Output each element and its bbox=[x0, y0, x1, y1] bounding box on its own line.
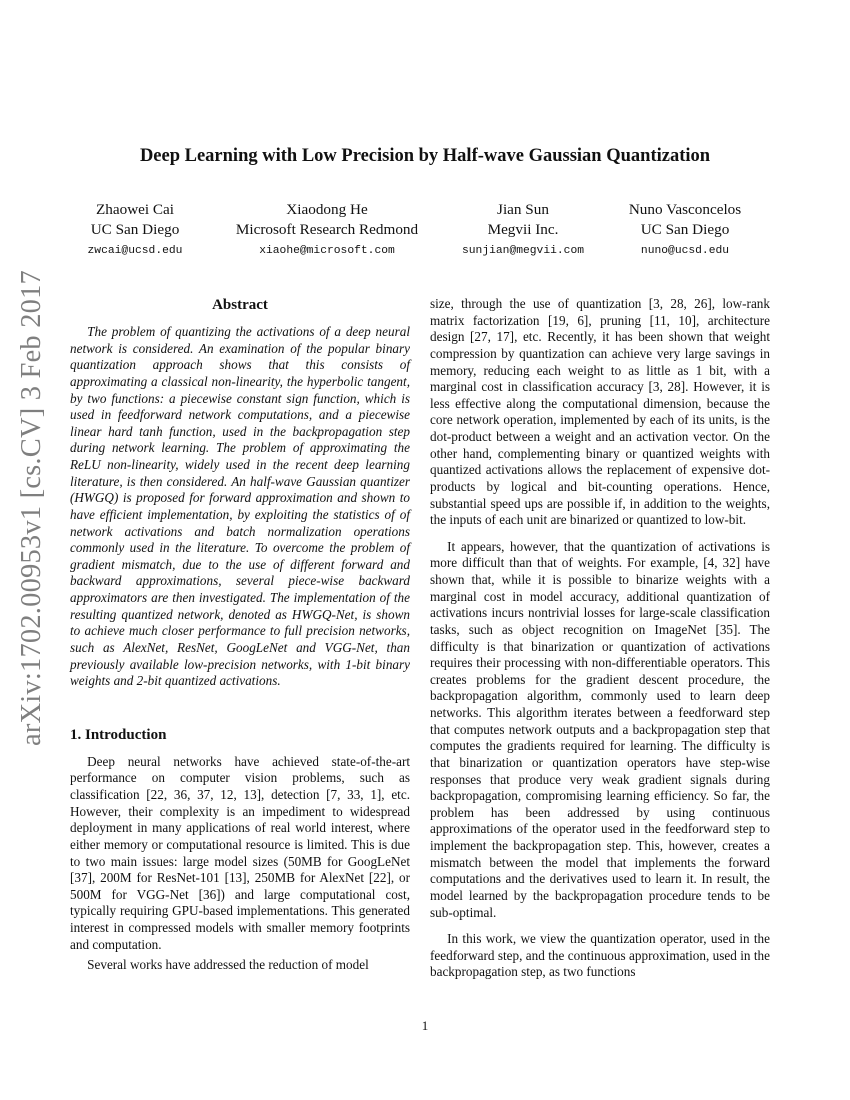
author-email: sunjian@megvii.com bbox=[461, 245, 585, 257]
author-block-4 bbox=[605, 200, 765, 258]
body-paragraph: Deep neural networks have achieved state-of-the-art performance on computer vision problems, such as classification [22, 36, 37, 12, 13], detection [7, 33, 1], etc. However, their complexity is an impediment to widespread deployment in many applications of real world interest, where either memory or computational resource is limited. This is due to two main issues: large model sizes (50MB for GoogLeNet [37], 200M for ResNet-101 [13], 250MB for AlexNet [22], or 500M for VGG-Net [36]) and large computational cost, typically requiring GPU-based implementations. This generated interest in compressed models with smaller memory footprints and computation. bbox=[70, 753, 410, 952]
author-name: Nuno Vasconcelos bbox=[628, 201, 742, 218]
author-name: Jian Sun bbox=[497, 201, 549, 218]
author-email: nuno@ucsd.edu bbox=[640, 245, 730, 257]
author-affiliation: Megvii Inc. bbox=[487, 220, 559, 238]
page-number: 1 bbox=[421, 1018, 429, 1033]
author-block-1 bbox=[60, 200, 210, 258]
abstract-paragraph: The problem of quantizing the activations of a deep neural network is considered. An examination of the popular binary quantization approach shows that this consists of approximating a classical non-linearity, the hyperbolic tangent, by two functions: a piecewise constant sign function, which is used in feedforward network computations, and a piecewise linear hard tanh function, used in the backpropagation step during network learning. The problem of approximating the ReLU non-linearity, widely used in the recent deep learning literature, is then considered. An half-wave Gaussian quantizer (HWGQ) is proposed for forward approximation and shown to have efficient implementation, by exploiting the statistics of of network activations and batch normalization operations commonly used in the literature. To overcome the problem of gradient mismatch, due to the use of different forward and backward approximations, several piece-wise backward approximators are then investigated. The implementation of the resulting quantized network, denoted as HWGQ-Net, is shown to achieve much closer performance to full precision networks, such as AlexNet, ResNet, GoogLeNet and VGG-Net, than previously available low-precision networks, with 1-bit binary weights and 2-bit quantized activations. bbox=[70, 324, 410, 689]
section-heading-introduction: 1. Introduction bbox=[70, 726, 167, 743]
body-paragraph: size, through the use of quantization [3, 28, 26], low-rank matrix factorization [19, 6], pruning [11, 10], architecture design [27, 17], etc. Recently, it has been shown that weight compression by quantization can achieve very large savings in memory, reducing each weight to as little as 1 bit, with a marginal cost in classification accuracy [3, 28]. However, it is less effective along the computational dimension, because the core network operation, implemented by each of its units, is the dot-product between a weight and an activation vector. On the other hand, complementing binary or quantized weights with quantized activations allows the replacement of expensive dot-products by logical and bit-counting operations. Hence, substantial speed ups are possible if, in addition to the weights, the inputs of each unit are binarized or quantized to low-bit. bbox=[430, 296, 770, 528]
paper-title: Deep Learning with Low Precision by Half-wave Gaussian Quantization bbox=[139, 146, 711, 166]
author-block-3 bbox=[443, 200, 603, 258]
author-affiliation: UC San Diego bbox=[640, 220, 730, 238]
left-column bbox=[70, 296, 410, 974]
author-affiliation: UC San Diego bbox=[90, 220, 180, 238]
author-affiliation: Microsoft Research Redmond bbox=[235, 220, 419, 238]
abstract-heading: Abstract bbox=[212, 297, 268, 313]
body-paragraph: Several works have addressed the reduction of model bbox=[87, 957, 369, 973]
author-email: xiaohe@microsoft.com bbox=[259, 245, 395, 257]
author-name: Zhaowei Cai bbox=[95, 201, 175, 218]
body-paragraph: In this work, we view the quantization operator, used in the feedforward step, and the continuous approximation, used in the backpropagation step, as two functions bbox=[430, 931, 770, 980]
right-column bbox=[430, 296, 770, 981]
author-block-2 bbox=[212, 200, 442, 258]
body-paragraph: It appears, however, that the quantization of activations is more difficult than that of weights. For example, [4, 32] have shown that, while it is possible to binarize weights with a marginal cost in model accuracy, additional quantization of activations incurs nontrivial losses for large-scale classification tasks, such as object recognition on ImageNet [35]. The difficulty is that binarization or quantization of activations requires their processing with non-differentiable operators. This creates problems for the gradient descent procedure, the backpropagation algorithm, commonly used to learn deep networks. This algorithm iterates between a feedforward step that computes network outputs and a backpropagation step that computes the gradients required for learning. The difficulty is that binarization or quantization operators have step-wise responses that produce very weak gradient signals during backpropagation, compromising learning efficiency. So far, the problem has been addressed by using continuous approximations of the operator used in the feedforward step to implement the backpropagation step. This, however, creates a mismatch between the model that implements the forward computations and the derivatives used to learn it. In result, the model learned by the backpropagation procedure tends to be sub-optimal. bbox=[430, 538, 770, 920]
arxiv-identifier-text: arXiv:1702.00953v1 [cs.CV] 3 Feb 2017 bbox=[16, 269, 48, 747]
arxiv-identifier-stamp bbox=[10, 269, 55, 747]
author-email: zwcai@ucsd.edu bbox=[87, 245, 183, 257]
author-name: Xiaodong He bbox=[286, 201, 368, 218]
abstract-body bbox=[70, 324, 410, 690]
